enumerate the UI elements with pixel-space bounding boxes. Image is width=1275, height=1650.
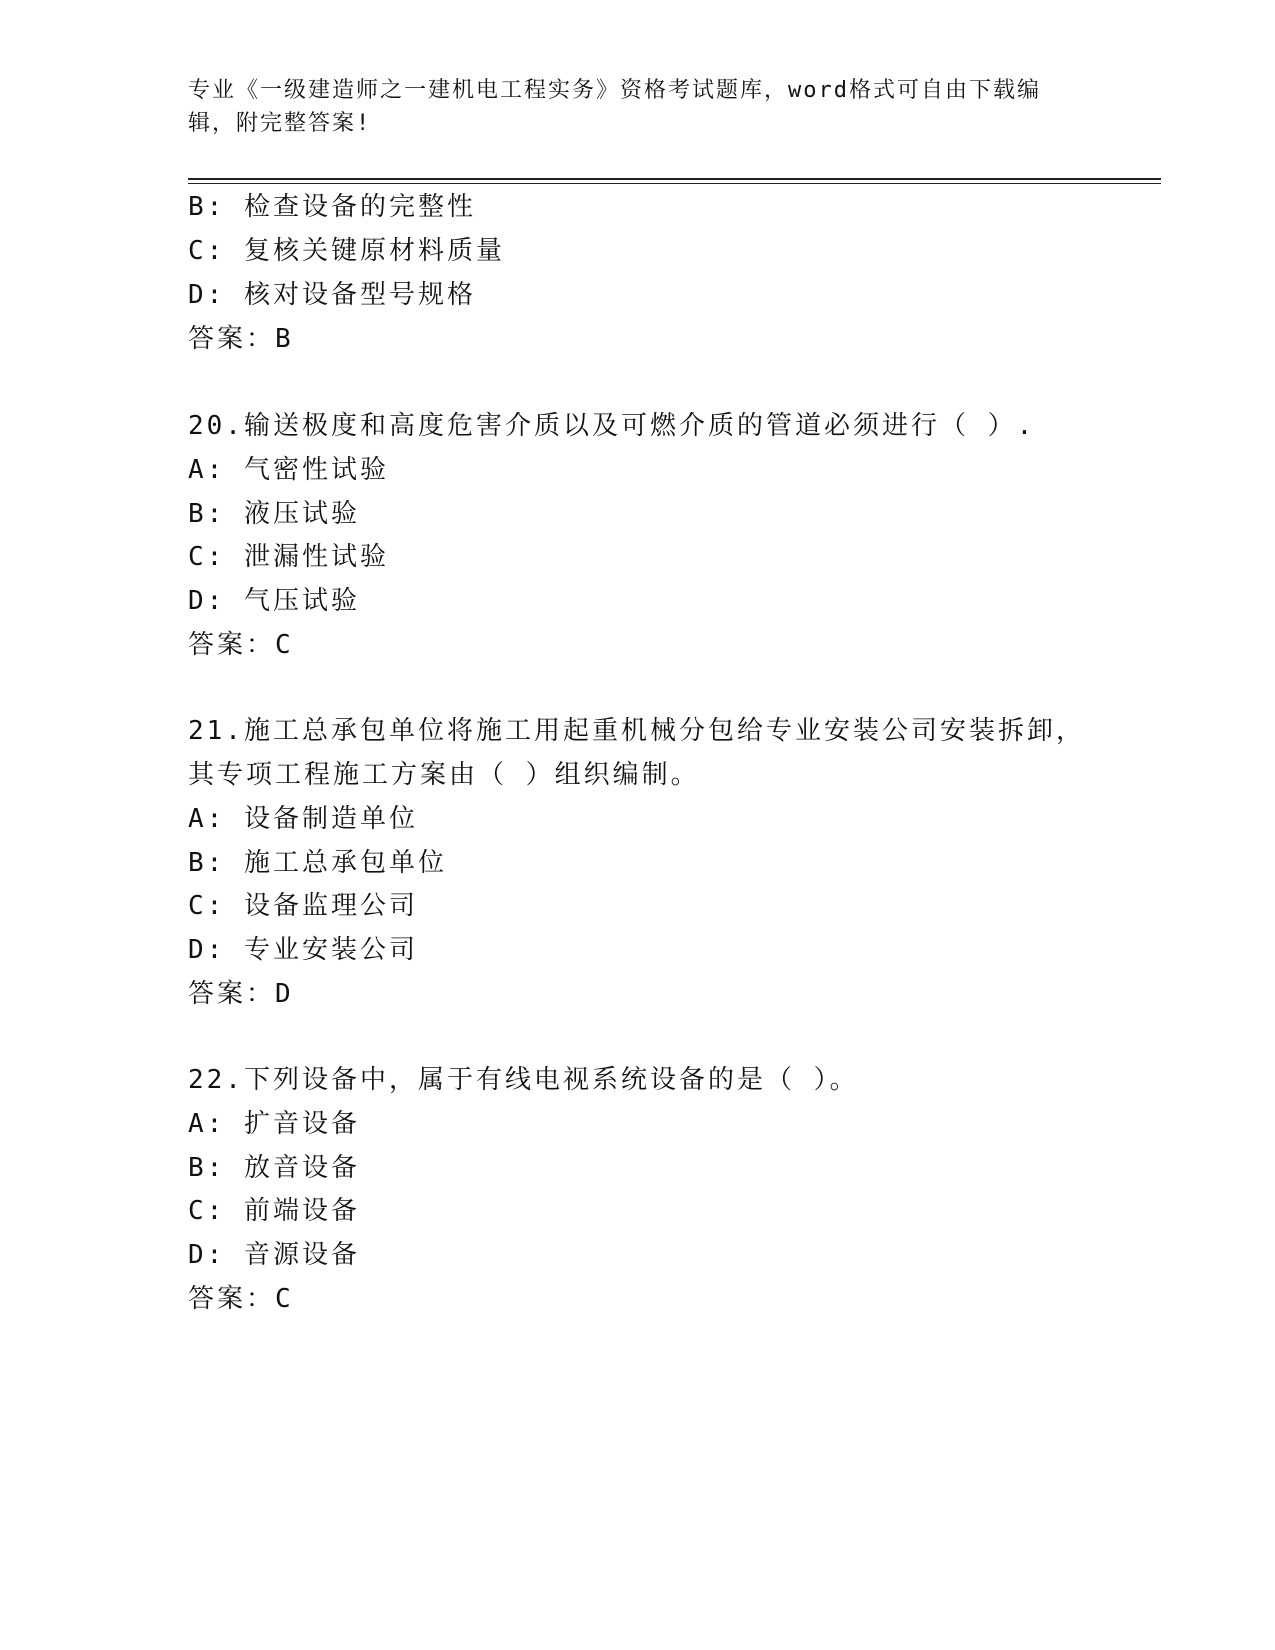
q21-answer: 答案：D — [188, 979, 294, 1009]
q21-option-a: A: 设备制造单位 — [188, 804, 418, 834]
header-divider-thick — [188, 178, 1161, 180]
q19-option-d: D: 核对设备型号规格 — [188, 280, 476, 310]
q20-stem: 20.输送极度和高度危害介质以及可燃介质的管道必须进行（ ）. — [188, 411, 1036, 441]
q19-option-c: C: 复核关键原材料质量 — [188, 236, 505, 266]
q22-option-c: C: 前端设备 — [188, 1196, 360, 1226]
q21-option-d: D: 专业安装公司 — [188, 935, 418, 965]
q20-option-c: C: 泄漏性试验 — [188, 542, 389, 572]
q20-answer: 答案：C — [188, 630, 294, 660]
q19-answer: 答案：B — [188, 324, 294, 354]
q22-stem: 22.下列设备中，属于有线电视系统设备的是（ ）。 — [188, 1065, 859, 1095]
q22-option-b: B: 放音设备 — [188, 1153, 360, 1183]
q22-answer: 答案：C — [188, 1284, 294, 1314]
q22-option-d: D: 音源设备 — [188, 1240, 360, 1270]
q21-option-c: C: 设备监理公司 — [188, 891, 418, 921]
q21-stem-line-2: 其专项工程施工方案由（ ）组织编制。 — [188, 760, 700, 790]
q19-option-b: B: 检查设备的完整性 — [188, 192, 476, 222]
q20-option-a: A: 气密性试验 — [188, 455, 389, 485]
q22-option-a: A: 扩音设备 — [188, 1109, 360, 1139]
document-header: 专业《一级建造师之一建机电工程实务》资格考试题库，word格式可自由下载编辑，附完整答案! — [188, 78, 1041, 136]
q21-stem-line-1: 21.施工总承包单位将施工用起重机械分包给专业安装公司安装拆卸， — [188, 716, 1085, 746]
q20-option-b: B: 液压试验 — [188, 499, 360, 529]
q21-option-b: B: 施工总承包单位 — [188, 848, 447, 878]
header-divider-thin — [188, 183, 1161, 184]
q20-option-d: D: 气压试验 — [188, 586, 360, 616]
